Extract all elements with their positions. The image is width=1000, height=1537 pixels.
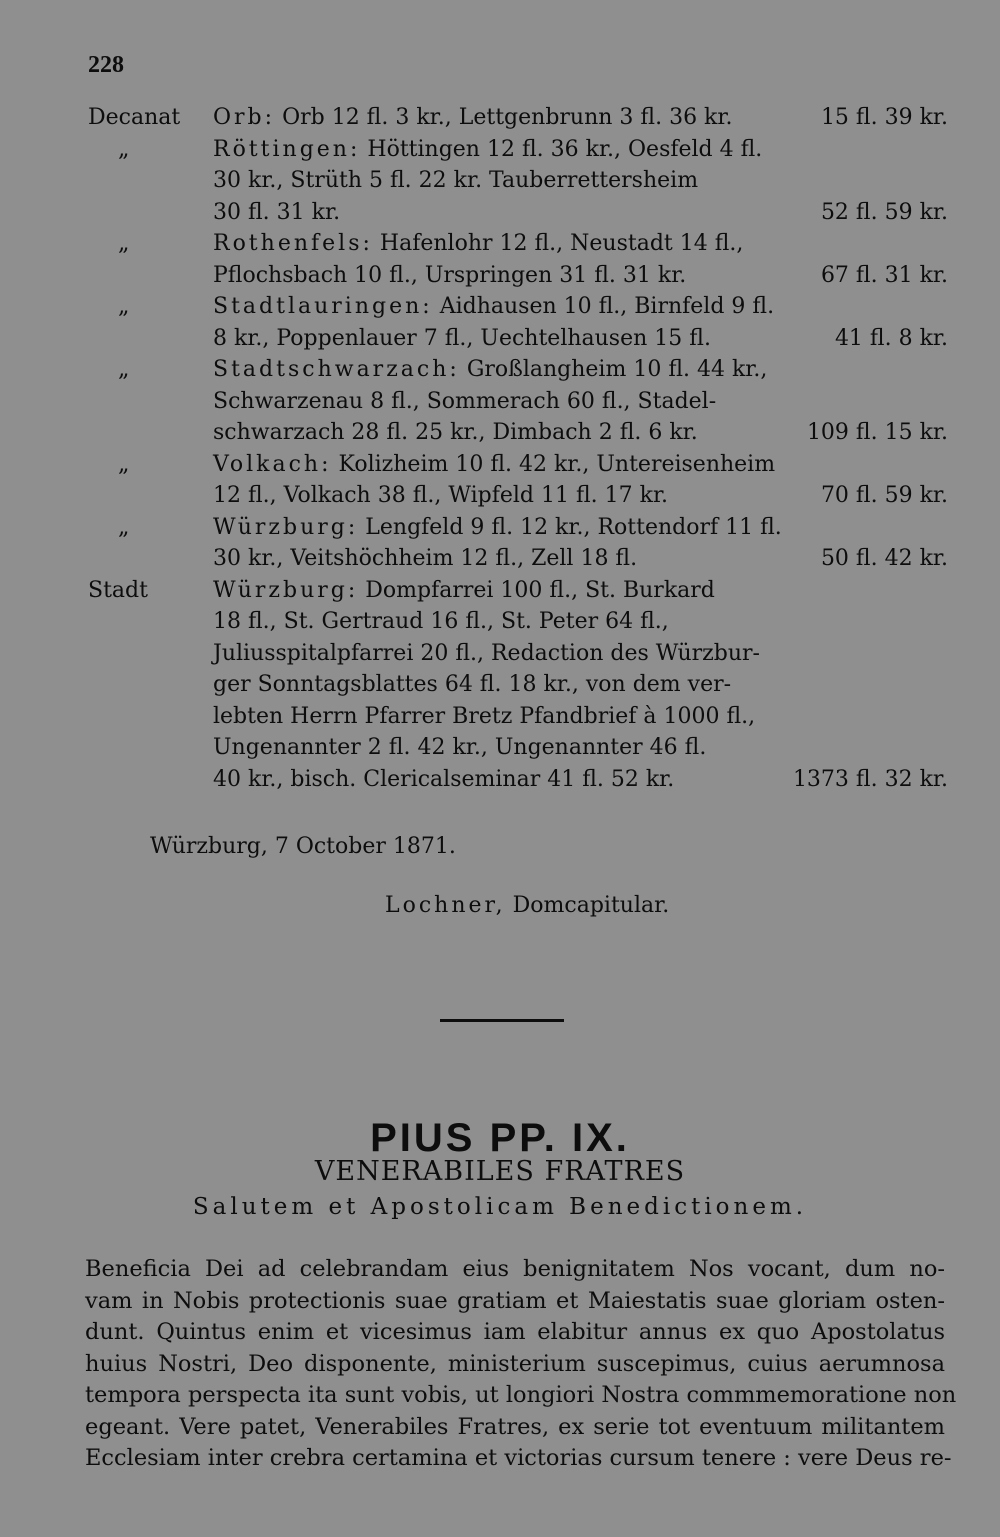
entry-amount: 109 fl. 15 kr. — [806, 420, 948, 445]
body-line: Beneficia Dei ad celebrandam eius benignitatem Nos vocant, dum no- — [85, 1256, 945, 1282]
entry-text — [213, 354, 767, 386]
entry-amount: 41 fl. 8 kr. — [834, 325, 948, 351]
entry-line — [88, 606, 950, 638]
list-entry — [88, 291, 950, 354]
entry-line — [88, 228, 950, 260]
entry-place: Orb: — [213, 105, 276, 130]
entry-line — [88, 102, 950, 134]
entry-text — [213, 512, 782, 544]
body-line: egeant. Vere patet, Venerabiles Fratres, ex serie tot eventuum militantem — [85, 1413, 945, 1440]
entry-detail: Aidhausen 10 fl., Birnfeld 9 fl. — [439, 294, 775, 319]
list-entry — [88, 512, 950, 575]
entry-detail: ger Sonntagsblattes 64 fl. 18 kr., von dem ver- — [213, 672, 732, 697]
entry-line — [88, 512, 950, 544]
entry-line — [88, 386, 950, 418]
entry-amount: 67 fl. 31 kr. — [820, 262, 948, 288]
entry-detail: Ungenannter 2 fl. 42 kr., Ungenannter 46 fl. — [213, 735, 707, 760]
letter-subtitle: VENERABILES FRATRES — [314, 1156, 686, 1187]
entry-detail: Höttingen 12 fl. 36 kr., Oesfeld 4 fl. — [367, 136, 763, 162]
entry-detail: Großlangheim 10 fl. 44 kr., — [466, 357, 768, 382]
body-line: dunt. Quintus enim et vicesimus iam elabitur annus ex quo Apostolatus — [85, 1319, 945, 1345]
list-entry — [88, 102, 950, 134]
entry-line — [88, 669, 950, 701]
entry-line — [88, 291, 950, 323]
entry-detail: Juliusspitalpfarrei 20 fl., Redaction des Würzbur- — [213, 640, 760, 666]
entry-amount: 70 fl. 59 kr. — [820, 483, 948, 508]
entry-place: Röttingen: — [213, 136, 361, 162]
entry-line — [88, 543, 950, 575]
entry-line — [88, 701, 950, 733]
entry-place: Würzburg: — [213, 514, 359, 540]
entry-detail: 18 fl., St. Gertraud 16 fl., St. Peter 64 fl., — [213, 609, 669, 634]
letter-body — [85, 1254, 957, 1475]
letter-salutation: Salutem et Apostolicam Benedictionem. — [192, 1194, 808, 1220]
entry-amount: 1373 fl. 32 kr. — [792, 766, 948, 792]
entry-place: Würzburg: — [213, 577, 359, 603]
entry-label: „ — [118, 357, 130, 382]
entry-line — [88, 764, 950, 796]
entry-line — [88, 354, 950, 386]
entry-text — [213, 102, 732, 134]
entry-detail: 12 fl., Volkach 38 fl., Wipfeld 11 fl. 17 kr. — [213, 483, 669, 508]
signature-name: Lochner, — [385, 893, 506, 918]
entry-label: Stadt — [88, 577, 148, 603]
entry-line — [88, 260, 950, 292]
entry-detail: Dompfarrei 100 fl., St. Burkard — [365, 577, 715, 603]
entry-detail: 30 kr., Veitshöchheim 12 fl., Zell 18 fl. — [213, 546, 638, 571]
entry-label: „ — [118, 231, 130, 256]
entry-line — [88, 134, 950, 166]
entry-detail: Kolizheim 10 fl. 42 kr., Untereisenheim — [338, 451, 776, 477]
list-entry — [88, 228, 950, 291]
letter-title: PIUS PP. IX. — [370, 1116, 630, 1160]
entry-detail: 30 kr., Strüth 5 fl. 22 kr. Tauberrettersheim — [213, 168, 699, 193]
entry-line — [88, 165, 950, 197]
entry-line — [88, 197, 950, 229]
entry-label: „ — [118, 136, 130, 162]
entry-text — [213, 134, 762, 166]
entry-text — [213, 449, 775, 481]
entry-text — [213, 575, 715, 607]
signature-title: Domcapitular. — [512, 893, 670, 918]
entry-detail: 40 kr., bisch. Clericalseminar 41 fl. 52 kr. — [213, 766, 675, 792]
signature — [385, 893, 669, 918]
entry-detail: lebten Herrn Pfarrer Bretz Pfandbrief à 1000 fl., — [213, 703, 756, 729]
entry-detail: Schwarzenau 8 fl., Sommerach 60 fl., Stadel- — [213, 388, 717, 414]
entry-line — [88, 575, 950, 607]
entry-detail: schwarzach 28 fl. 25 kr., Dimbach 2 fl. 6 kr. — [213, 420, 698, 445]
entry-text — [213, 291, 774, 323]
body-line: huius Nostri, Deo disponente, ministerium suscepimus, cuius aerumnosa — [85, 1350, 945, 1377]
entry-label: „ — [118, 451, 130, 477]
list-entry — [88, 354, 950, 449]
entry-detail: 30 fl. 31 kr. — [213, 199, 341, 225]
entry-detail: 8 kr., Poppenlauer 7 fl., Uechtelhausen 15 fl. — [213, 325, 711, 351]
entry-line — [88, 323, 950, 355]
entry-place: Stadtschwarzach: — [213, 357, 460, 382]
entry-label: Decanat — [88, 105, 181, 130]
entry-text — [213, 228, 743, 260]
entry-label: „ — [118, 294, 130, 319]
entry-line — [88, 638, 950, 670]
list-entry — [88, 134, 950, 229]
list-entry — [88, 575, 950, 796]
entry-line — [88, 480, 950, 512]
entry-label: „ — [118, 514, 130, 540]
entry-place: Stadtlauringen: — [213, 294, 433, 319]
entry-detail: Pflochsbach 10 fl., Urspringen 31 fl. 31 kr. — [213, 262, 687, 288]
section-divider — [440, 1019, 564, 1022]
body-line: tempora perspecta ita sunt vobis, ut longiori Nostra commmemoratione non — [85, 1382, 957, 1408]
list-entry — [88, 449, 950, 512]
entry-amount: 15 fl. 39 kr. — [820, 105, 948, 130]
entry-detail: Lengfeld 9 fl. 12 kr., Rottendorf 11 fl. — [365, 514, 782, 540]
entry-amount: 50 fl. 42 kr. — [820, 546, 948, 571]
body-line: Ecclesiam inter crebra certamina et victorias cursum tenere : vere Deus re- — [85, 1445, 952, 1471]
page-number: 228 — [88, 52, 124, 78]
donation-list — [88, 102, 950, 795]
entry-detail: Orb 12 fl. 3 kr., Lettgenbrunn 3 fl. 36 kr. — [282, 105, 733, 130]
entry-line — [88, 417, 950, 449]
entry-detail: Hafenlohr 12 fl., Neustadt 14 fl., — [379, 231, 744, 256]
entry-place: Rothenfels: — [213, 231, 373, 256]
closing-place-date: Würzburg, 7 October 1871. — [150, 834, 456, 859]
body-line: vam in Nobis protectionis suae gratiam et Maiestatis suae gloriam osten- — [85, 1287, 945, 1314]
entry-line — [88, 732, 950, 764]
entry-amount: 52 fl. 59 kr. — [820, 199, 948, 225]
entry-line — [88, 449, 950, 481]
entry-place: Volkach: — [213, 451, 332, 477]
